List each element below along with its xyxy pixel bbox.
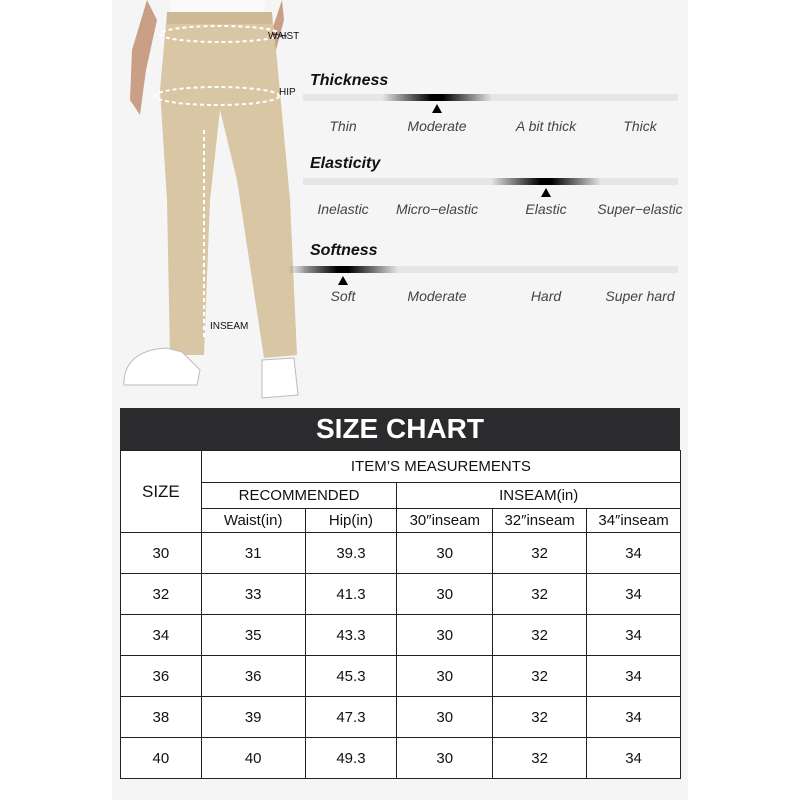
table-cell: 32	[121, 574, 202, 615]
table-cell: 34	[587, 656, 681, 697]
inseam-label: INSEAM	[210, 321, 249, 332]
table-cell: 38	[121, 697, 202, 738]
table-cell: 43.3	[305, 615, 397, 656]
table-row	[121, 738, 681, 779]
scale-option: Moderate	[407, 288, 467, 304]
table-row	[121, 574, 681, 615]
table-cell: 32	[493, 574, 587, 615]
column-header: 30″inseam	[397, 509, 493, 533]
table-cell: 34	[121, 615, 202, 656]
table-cell: 35	[201, 615, 305, 656]
pants-model-image	[112, 0, 312, 400]
table-cell: 30	[397, 738, 493, 779]
table-cell: 33	[201, 574, 305, 615]
triangle-marker-icon	[432, 104, 442, 113]
scale-title: Softness	[310, 242, 378, 259]
table-row	[121, 697, 681, 738]
table-cell: 34	[587, 574, 681, 615]
table-cell: 47.3	[305, 697, 397, 738]
inseam-header: INSEAM(in)	[397, 483, 681, 509]
table-cell: 34	[587, 615, 681, 656]
table-cell: 32	[493, 656, 587, 697]
table-cell: 40	[201, 738, 305, 779]
scale-option: Super hard	[605, 288, 675, 304]
size-header: SIZE	[121, 451, 202, 533]
scale-option: Inelastic	[317, 201, 369, 217]
table-cell: 30	[397, 656, 493, 697]
table-cell: 36	[201, 656, 305, 697]
recommended-header: RECOMMENDED	[201, 483, 397, 509]
table-cell: 32	[493, 697, 587, 738]
scale-option: Moderate	[407, 118, 467, 134]
scale-indicator	[382, 94, 492, 101]
scale-bar	[303, 266, 678, 273]
table-cell: 39.3	[305, 533, 397, 574]
table-cell: 32	[493, 738, 587, 779]
table-cell: 31	[201, 533, 305, 574]
scale-option: Hard	[530, 288, 562, 304]
table-row	[121, 615, 681, 656]
table-cell: 49.3	[305, 738, 397, 779]
scale-option: Thick	[623, 118, 657, 134]
table-cell: 32	[493, 533, 587, 574]
hip-label: HIP	[279, 87, 296, 98]
scale-option: Micro−elastic	[395, 201, 479, 217]
scale-option: Super−elastic	[597, 201, 683, 217]
table-cell: 30	[397, 574, 493, 615]
table-cell: 30	[397, 615, 493, 656]
size-chart-table	[120, 450, 681, 779]
table-cell: 34	[587, 697, 681, 738]
table-cell: 34	[587, 533, 681, 574]
table-cell: 39	[201, 697, 305, 738]
table-cell: 30	[121, 533, 202, 574]
table-cell: 41.3	[305, 574, 397, 615]
table-cell: 36	[121, 656, 202, 697]
table-cell: 40	[121, 738, 202, 779]
scale-option: Soft	[330, 288, 356, 304]
triangle-marker-icon	[338, 276, 348, 285]
scale-bar	[303, 94, 678, 101]
table-row	[121, 656, 681, 697]
scale-bar	[303, 178, 678, 185]
scale-title: Elasticity	[310, 155, 381, 172]
column-header: Hip(in)	[305, 509, 397, 533]
measurements-header: ITEM’S MEASUREMENTS	[201, 451, 680, 483]
waist-label: WAIST	[268, 31, 300, 42]
column-header: Waist(in)	[201, 509, 305, 533]
scale-option: Thin	[329, 118, 357, 134]
scale-indicator	[288, 266, 398, 273]
column-header: 32″inseam	[493, 509, 587, 533]
table-cell: 45.3	[305, 656, 397, 697]
size-chart-title: SIZE CHART	[120, 408, 680, 450]
scale-title: Thickness	[310, 72, 389, 89]
scale-indicator	[491, 178, 601, 185]
table-cell: 34	[587, 738, 681, 779]
column-header: 34″inseam	[587, 509, 681, 533]
table-cell: 30	[397, 697, 493, 738]
table-row	[121, 533, 681, 574]
table-cell: 32	[493, 615, 587, 656]
scale-option: A bit thick	[515, 118, 577, 134]
scale-option: Elastic	[525, 201, 567, 217]
table-cell: 30	[397, 533, 493, 574]
triangle-marker-icon	[541, 188, 551, 197]
